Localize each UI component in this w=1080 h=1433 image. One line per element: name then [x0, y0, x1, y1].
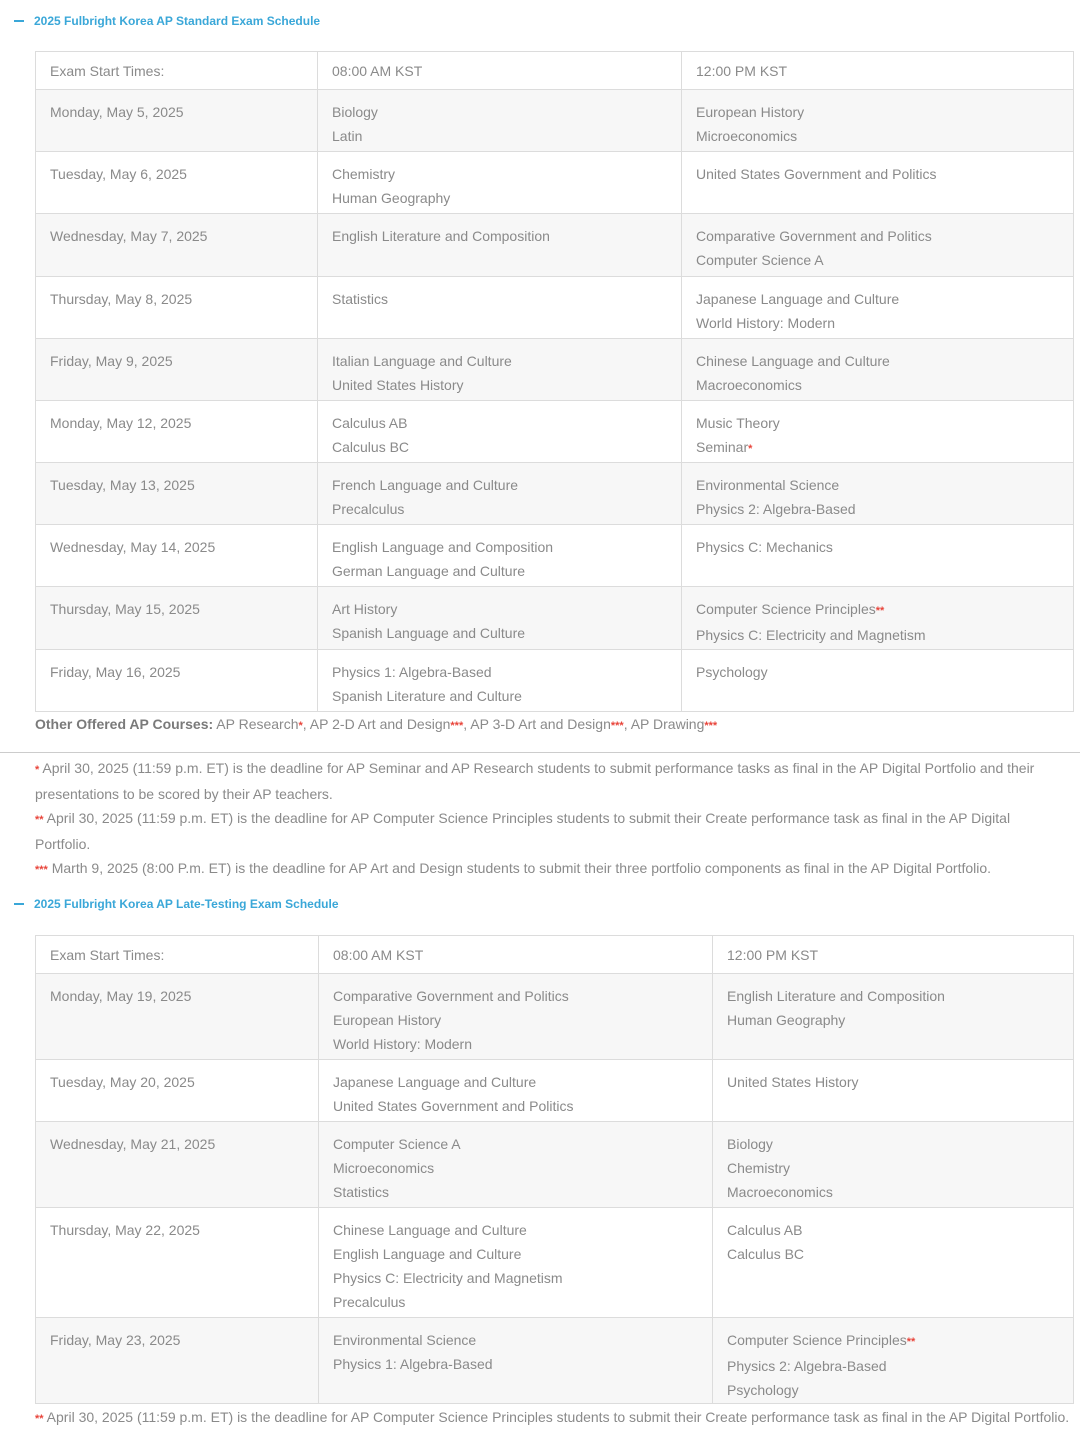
table-row [36, 90, 1074, 152]
date-cell: Thursday, May 15, 2025 [36, 587, 318, 650]
table-row [36, 277, 1074, 339]
exam-subject: Statistics [333, 1184, 390, 1200]
exam-subject: Chemistry [727, 1160, 791, 1176]
exam-subject: United States History [727, 1074, 859, 1090]
other-courses-list [213, 716, 717, 732]
exam-subject: Microeconomics [696, 128, 798, 144]
am-exam-cell [319, 1318, 713, 1404]
exam-subject: Human Geography [332, 190, 451, 206]
exam-subject: Computer Science Principles** [727, 1332, 916, 1348]
exam-subject: Physics C: Electricity and Magnetism [696, 627, 926, 643]
exam-subject: Calculus BC [332, 439, 410, 455]
footnote-1 [35, 756, 1065, 806]
exam-subject: Computer Science A [333, 1136, 461, 1152]
footnote-text: April 30, 2025 (11:59 p.m. ET) is the deadline for AP Seminar and AP Research students to submit performance tasks as final in the AP Digital Portfolio and their presentations to be scored by their AP teachers. [35, 760, 1035, 802]
footnote-text: April 30, 2025 (11:59 p.m. ET) is the deadline for AP Computer Science Principles students to submit their Create performance task as final in the AP Digital Portfolio. [35, 810, 1011, 852]
exam-subject: Physics C: Mechanics [696, 539, 833, 555]
am-exam-cell [318, 525, 682, 587]
pm-exam-cell [682, 277, 1074, 339]
standard-schedule-title-text: 2025 Fulbright Korea AP Standard Exam Schedule [34, 14, 321, 28]
pm-exam-cell [682, 587, 1074, 650]
date-cell: Wednesday, May 7, 2025 [36, 214, 318, 277]
table-row [36, 1122, 1074, 1208]
am-exam-cell [318, 214, 682, 277]
table-row [36, 401, 1074, 463]
exam-subject: Precalculus [332, 501, 405, 517]
exam-subject: Computer Science A [696, 252, 824, 268]
footnote-text: April 30, 2025 (11:59 p.m. ET) is the deadline for AP Computer Science Principles students to submit their Create performance task as final in the AP Digital Portfolio. [43, 1409, 1070, 1425]
date-cell: Friday, May 16, 2025 [36, 650, 318, 712]
pm-exam-cell [682, 339, 1074, 401]
am-exam-cell [318, 650, 682, 712]
footnote-mark: * [298, 720, 303, 732]
pm-exam-cell [713, 974, 1074, 1060]
table-row [36, 1060, 1074, 1122]
table-row [36, 974, 1074, 1060]
exam-subject: Comparative Government and Politics [696, 228, 932, 244]
exam-subject: Precalculus [333, 1294, 406, 1310]
late-footnote [35, 1405, 1069, 1431]
date-cell: Monday, May 19, 2025 [36, 974, 319, 1060]
exam-subject: Microeconomics [333, 1160, 435, 1176]
am-exam-cell [318, 401, 682, 463]
exam-subject: United States History [332, 377, 464, 393]
exam-subject: Physics 1: Algebra-Based [333, 1356, 493, 1372]
exam-subject: French Language and Culture [332, 477, 519, 493]
exam-subject: Physics 2: Algebra-Based [696, 501, 856, 517]
exam-subject: Music Theory [696, 415, 780, 431]
am-exam-cell [318, 587, 682, 650]
pm-exam-cell [682, 401, 1074, 463]
other-offered-courses [35, 716, 717, 732]
exam-subject: Japanese Language and Culture [333, 1074, 537, 1090]
table-row [36, 1208, 1074, 1318]
header-cell: 12:00 PM KST [682, 52, 1074, 90]
exam-subject: English Language and Culture [333, 1246, 522, 1262]
exam-subject: Chinese Language and Culture [333, 1222, 527, 1238]
exam-subject: Spanish Language and Culture [332, 625, 526, 641]
footnote-mark: ** [35, 1413, 44, 1425]
date-cell: Tuesday, May 20, 2025 [36, 1060, 319, 1122]
table-row [36, 339, 1074, 401]
footnote-mark: ** [35, 814, 44, 826]
footnote-mark: *** [610, 720, 624, 732]
exam-subject: European History [696, 104, 805, 120]
table-row [36, 587, 1074, 650]
pm-exam-cell [682, 90, 1074, 152]
date-cell: Tuesday, May 13, 2025 [36, 463, 318, 525]
late-schedule-title-text: 2025 Fulbright Korea AP Late-Testing Exam Schedule [34, 897, 339, 911]
late-schedule-table [35, 935, 1074, 1404]
am-exam-cell [318, 152, 682, 214]
exam-subject: World History: Modern [696, 315, 836, 331]
exam-subject: German Language and Culture [332, 563, 526, 579]
pm-exam-cell [682, 214, 1074, 277]
exam-subject: Comparative Government and Politics [333, 988, 569, 1004]
table-row [36, 152, 1074, 214]
table-row [36, 650, 1074, 712]
header-cell: Exam Start Times: [36, 52, 318, 90]
date-cell: Thursday, May 8, 2025 [36, 277, 318, 339]
exam-subject: European History [333, 1012, 442, 1028]
date-cell: Friday, May 9, 2025 [36, 339, 318, 401]
exam-subject: Calculus AB [332, 415, 408, 431]
exam-subject: Psychology [696, 664, 768, 680]
header-cell: Exam Start Times: [36, 936, 319, 974]
footnote-mark: * [35, 764, 40, 776]
exam-subject: Macroeconomics [727, 1184, 833, 1200]
other-course-text: , AP Drawing [623, 716, 705, 732]
exam-subject: Macroeconomics [696, 377, 802, 393]
exam-subject: Chemistry [332, 166, 396, 182]
pm-exam-cell [713, 1060, 1074, 1122]
date-cell: Thursday, May 22, 2025 [36, 1208, 319, 1318]
exam-subject: English Language and Composition [332, 539, 554, 555]
am-exam-cell [319, 974, 713, 1060]
other-course-text: , AP 3-D Art and Design [463, 716, 611, 732]
exam-subject: Biology [727, 1136, 773, 1152]
other-courses-label: Other Offered AP Courses: [35, 716, 214, 732]
exam-subject: Human Geography [727, 1012, 846, 1028]
footnote-mark: *** [704, 720, 718, 732]
exam-subject: Italian Language and Culture [332, 353, 512, 369]
footnote-text: Marth 9, 2025 (8:00 P.m. ET) is the deadline for AP Art and Design students to submit their three portfolio components as final in the AP Digital Portfolio. [47, 860, 992, 876]
footnote-2 [35, 806, 1065, 856]
footnote-3 [35, 856, 1065, 882]
table-header-row [36, 52, 1074, 90]
exam-subject: Computer Science Principles** [696, 601, 885, 617]
standard-schedule-title [14, 11, 320, 31]
table-row [36, 525, 1074, 587]
pm-exam-cell [682, 152, 1074, 214]
header-cell: 08:00 AM KST [319, 936, 713, 974]
date-cell: Friday, May 23, 2025 [36, 1318, 319, 1404]
exam-subject: United States Government and Politics [333, 1098, 574, 1114]
exam-subject: Statistics [332, 291, 389, 307]
standard-schedule-table [35, 51, 1074, 712]
exam-subject: Seminar* [696, 439, 753, 455]
exam-subject: Biology [332, 104, 378, 120]
exam-subject: United States Government and Politics [696, 166, 937, 182]
exam-subject: Physics 2: Algebra-Based [727, 1358, 887, 1374]
table-header-row [36, 936, 1074, 974]
am-exam-cell [318, 463, 682, 525]
am-exam-cell [318, 90, 682, 152]
exam-subject: Physics 1: Algebra-Based [332, 664, 492, 680]
pm-exam-cell [713, 1208, 1074, 1318]
pm-exam-cell [682, 525, 1074, 587]
exam-subject: Latin [332, 128, 363, 144]
exam-subject: Calculus BC [727, 1246, 805, 1262]
other-course-text: AP Research [213, 716, 299, 732]
footnote-mark: ** [875, 605, 885, 617]
exam-subject: Environmental Science [696, 477, 840, 493]
exam-subject: Art History [332, 601, 398, 617]
exam-subject: English Literature and Composition [727, 988, 945, 1004]
am-exam-cell [319, 1060, 713, 1122]
late-schedule-title [14, 894, 339, 914]
exam-subject: Calculus AB [727, 1222, 803, 1238]
exam-subject: Spanish Literature and Culture [332, 688, 522, 704]
footnote-mark: *** [35, 864, 48, 876]
am-exam-cell [318, 339, 682, 401]
footnote-mark: ** [906, 1336, 916, 1348]
date-cell: Monday, May 5, 2025 [36, 90, 318, 152]
am-exam-cell [318, 277, 682, 339]
exam-subject: Psychology [727, 1382, 799, 1398]
section-divider [0, 752, 1080, 753]
table-row [36, 463, 1074, 525]
exam-subject: English Literature and Composition [332, 228, 550, 244]
header-cell: 12:00 PM KST [713, 936, 1074, 974]
pm-exam-cell [713, 1122, 1074, 1208]
table-row [36, 1318, 1074, 1404]
pm-exam-cell [682, 463, 1074, 525]
exam-subject: Environmental Science [333, 1332, 477, 1348]
date-cell: Wednesday, May 14, 2025 [36, 525, 318, 587]
exam-subject: World History: Modern [333, 1036, 473, 1052]
pm-exam-cell [682, 650, 1074, 712]
exam-subject: Chinese Language and Culture [696, 353, 890, 369]
table-row [36, 214, 1074, 277]
date-cell: Tuesday, May 6, 2025 [36, 152, 318, 214]
footnote-mark: * [748, 443, 753, 455]
date-cell: Monday, May 12, 2025 [36, 401, 318, 463]
exam-subject: Japanese Language and Culture [696, 291, 900, 307]
collapse-dash-icon[interactable] [14, 20, 24, 22]
collapse-dash-icon[interactable] [14, 903, 24, 905]
pm-exam-cell [713, 1318, 1074, 1404]
am-exam-cell [319, 1208, 713, 1318]
footnotes [35, 756, 1065, 882]
other-course-text: , AP 2-D Art and Design [302, 716, 451, 732]
footnote-mark: *** [450, 720, 464, 732]
date-cell: Wednesday, May 21, 2025 [36, 1122, 319, 1208]
exam-subject: Physics C: Electricity and Magnetism [333, 1270, 563, 1286]
am-exam-cell [319, 1122, 713, 1208]
header-cell: 08:00 AM KST [318, 52, 682, 90]
